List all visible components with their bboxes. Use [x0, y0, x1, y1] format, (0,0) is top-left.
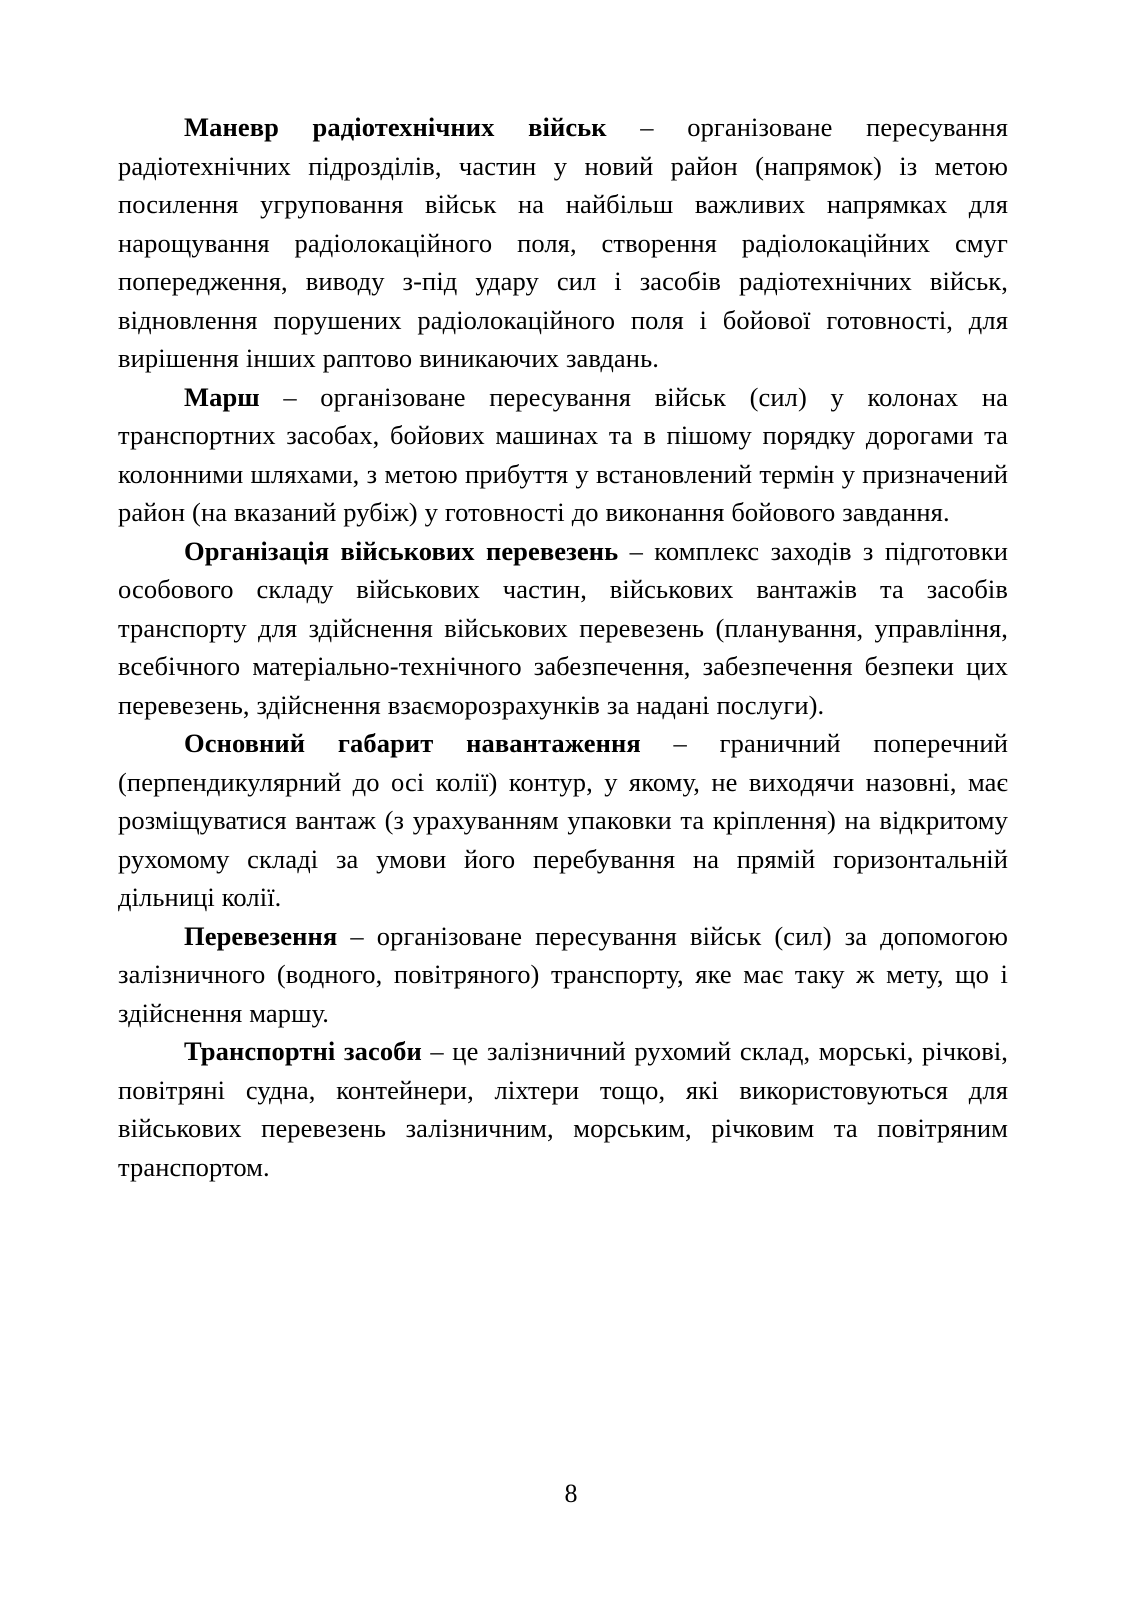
page-number: 8 [564, 1479, 578, 1508]
definition-term: Перевезення [184, 920, 338, 951]
definition-term: Маневр радіотехнічних військ [184, 112, 607, 142]
document-body [118, 108, 1008, 1186]
definition-body: – це залізничний рухомий склад, морські, річкові, повітряні судна, контейнери, ліхтери тощо, які використовуються для військових перевезень залізничним, морським, річковим та повітряним транспортом. [118, 1036, 1009, 1182]
definition-body: – комплекс заходів з підготовки особового складу військових частин, військових вантажів та засобів транспорту для здійснення військових перевезень (планування, управління, всебічного матеріально-технічного забезпечення, забезпечення безпеки цих перевезень, здійснення взаєморозрахунків за надані послуги). [118, 535, 1009, 720]
definition-body: – організоване пересування військ (сил) за допомогою залізничного (водного, повітряного) транспорту, яке має таку ж мету, що і здійснення маршу. [118, 920, 1008, 1028]
definition-paragraph-organizatsiya-viyskovykh-perevezen [118, 532, 1008, 725]
definition-term: Організація військових перевезень [184, 535, 619, 566]
definition-paragraph-transportni-zasoby [118, 1032, 1008, 1186]
definition-paragraph-marsh [118, 378, 1008, 532]
definition-paragraph-perevezennya [118, 917, 1008, 1033]
definition-body: – організоване пересування радіотехнічних підрозділів, частин у новий район (напрямок) із метою посилення угруповання військ на найбільш важливих напрямках для нарощування радіолокаційного поля, створення радіолокаційних смуг попередження, виводу з-під удару сил і засобів радіотехнічних військ, відновлення порушених радіолокаційного поля і бойової готовності, для вирішення інших раптово виникаючих завдань. [118, 112, 1009, 373]
definition-body: – організоване пересування військ (сил) у колонах на транспортних засобах, бойових машинах та в пішому порядку дорогами та колонними шляхами, з метою прибуття у встановлений термін у призначений район (на вказаний рубіж) у готовності до виконання бойового завдання. [118, 381, 1008, 527]
definition-paragraph-manevr [118, 108, 1008, 378]
definition-term: Транспортні засоби [184, 1036, 422, 1066]
definition-body: – граничний поперечний (перпендикулярний до осі колії) контур, у якому, не виходячи назовні, має розміщуватися вантаж (з урахуванням упаковки та кріплення) на відкритому рухомому складі за умови його перебування на прямій горизонтальній дільниці колії. [118, 728, 1008, 912]
definition-term: Основний габарит навантаження [184, 728, 641, 758]
definition-paragraph-osnovnyy-habaryt-navantazhennya [118, 724, 1008, 917]
definition-term: Марш [184, 381, 260, 412]
